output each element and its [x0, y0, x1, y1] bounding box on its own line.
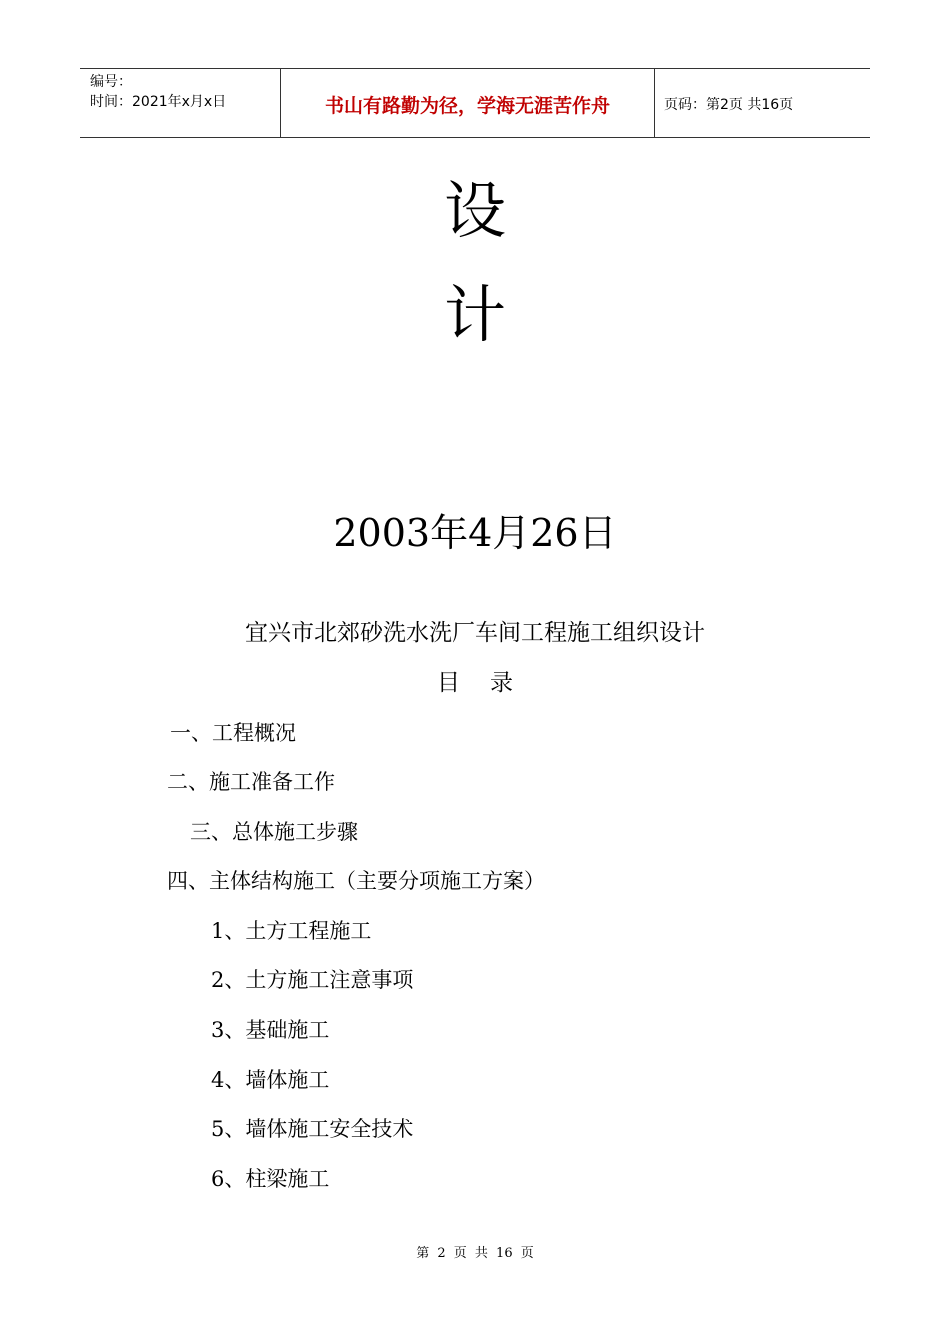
toc-title: 目录 — [437, 670, 543, 696]
toc-item: 四、主体结构施工（主要分项施工方案） — [167, 869, 545, 893]
toc-item: 3、基础施工 — [211, 1018, 330, 1042]
header-table — [80, 68, 870, 138]
cover-date: 2003年4月26日 — [333, 511, 617, 555]
header-left-cell — [80, 69, 280, 137]
toc-item: 1、土方工程施工 — [211, 919, 372, 943]
header-middle-cell — [280, 69, 655, 137]
document-title: 宜兴市北郊砂洗水洗厂车间工程施工组织设计 — [245, 620, 705, 646]
toc-item: 2、土方施工注意事项 — [211, 968, 414, 992]
toc-item: 4、墙体施工 — [211, 1068, 330, 1092]
cover-char-1: 设 — [443, 174, 506, 247]
toc-item: 5、墙体施工安全技术 — [211, 1117, 414, 1141]
header-right-cell — [654, 69, 870, 137]
page-footer: 第 2 页 共 16 页 — [416, 1246, 534, 1261]
motto: 书山有路勤为径，学海无涯苦作舟 — [324, 95, 610, 117]
toc-item: 二、施工准备工作 — [167, 770, 335, 794]
header-page-info: 页码：第2页 共16页 — [664, 97, 794, 113]
cover-char-2: 计 — [443, 278, 506, 351]
toc-item: 一、工程概况 — [170, 721, 296, 745]
time-label: 时间：2021年x月x日 — [90, 94, 227, 110]
toc-item: 三、总体施工步骤 — [190, 820, 358, 844]
number-label: 编号： — [90, 74, 132, 90]
toc-item: 6、柱梁施工 — [211, 1167, 330, 1191]
